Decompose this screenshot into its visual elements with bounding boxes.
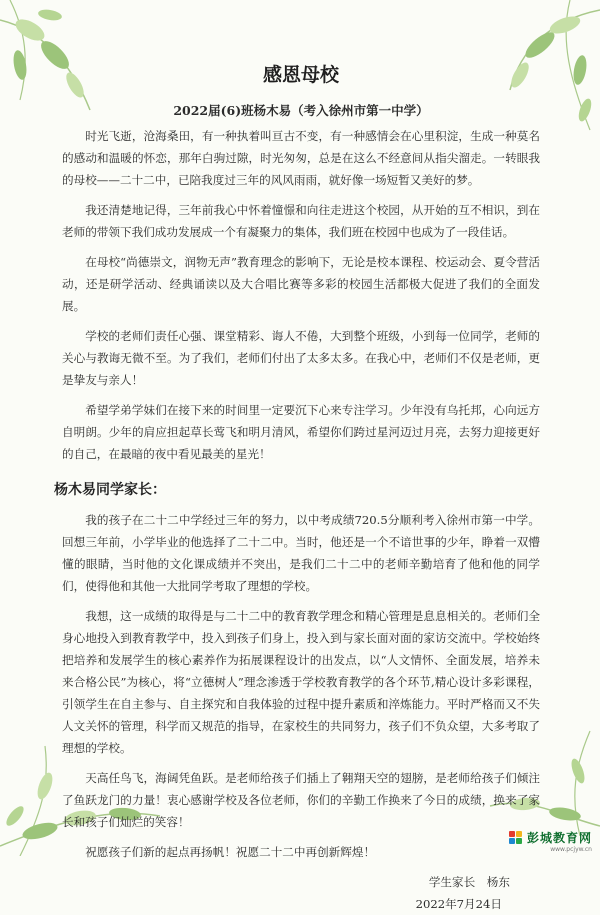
parent-paragraph: 我的孩子在二十二中学经过三年的努力，以中考成绩720.5分顺利考入徐州市第一中学。回想三年前，小学毕业的他选择了二十二中。当时，他还是一个不谙世事的少年，睁着一双懵懂的眼睛，当时他的文化课成绩并不突出，是我们二十二中的老师辛勤培育了他和他的同学们，使得他和其他一大批同学考取了理想的学校。	[62, 513, 540, 593]
letter-paragraph: 我还清楚地记得，三年前我心中怀着憧憬和向往走进这个校园，从开始的互不相识，到在老师的带领下我们成功发展成一个有凝聚力的集体，我们班在校园中也成为了一段佳话。	[62, 203, 540, 239]
logo-icon	[509, 831, 523, 845]
letter-paragraph: 希望学弟学妹们在接下来的时间里一定要沉下心来专注学习。少年没有乌托邦，心向远方自明朗。少年的肩应担起草长莺飞和明月清风，希望你们跨过星河迈过月亮，去努力迎接更好的自己，在最暗的夜中看见最美的星光！	[62, 403, 540, 461]
watermark-logo	[509, 829, 592, 853]
parent-paragraph: 我想，这一成绩的取得是与二十二中的教育教学理念和精心管理是息息相关的。老师们全身心地投入到教育教学中，投入到孩子们身上，投入到与家长面对面的家访交流中。学校始终把培养和发展学生的核心素养作为拓展课程设计的出发点，以“人文情怀、全面发展，培养未来合格公民”为核心，将“立德树人”理念渗透于学校教育教学的各个环节,精心设计多彩课程，引领学生在自主参与、自主探究和自我体验的过程中提升素质和淬炼能力。平时严格而又不失人文关怀的管理，科学而又规范的指导，在家校生的共同努力，孩子们不负众望，大多考取了理想的学校。	[62, 609, 540, 755]
parent-paragraph: 天高任鸟飞，海阔凭鱼跃。是老师给孩子们插上了翱翔天空的翅膀，是老师给孩子们倾注了鱼跃龙门的力量！衷心感谢学校及各位老师，你们的辛勤工作换来了今日的成绩，换来了家长和孩子们灿烂的笑容！	[62, 771, 540, 829]
letter-paragraph: 时光飞逝，沧海桑田，有一种执着叫亘古不变，有一种感情会在心里积淀，生成一种莫名的感动和温暖的怀恋，那年白驹过隙，时光匆匆，总是在这么不经意间从指尖溜走。一转眼我的母校——二十二中，已陪我度过三年的风风雨雨，就好像一场短暂又美好的梦。	[62, 129, 540, 187]
letter-paragraph: 在母校“尚德崇文，润物无声”教育理念的影响下，无论是校本课程、校运动会、夏令营活动，还是研学活动、经典诵读以及大合唱比赛等多彩的校园生活都极大促进了我们的全面发展。	[62, 255, 540, 313]
signature-date: 2022年7月24日	[415, 897, 502, 911]
page-subtitle: 2022届(6)班杨木易（考入徐州市第一中学）	[173, 103, 429, 118]
letter-content	[54, 60, 540, 915]
parent-section-heading: 杨木易同学家长：	[54, 482, 166, 498]
signature-block	[62, 871, 510, 915]
watermark-url: www.pcjyw.cn	[550, 846, 592, 853]
letter-paragraph: 学校的老师们责任心强、课堂精彩、诲人不倦，大到整个班级，小到每一位同学，老师的关心与教诲无微不至。为了我们，老师们付出了太多太多。在我心中，老师们不仅是老师，更是挚友与亲人！	[62, 329, 540, 387]
page-title: 感恩母校	[262, 64, 339, 86]
watermark-text: 彭城教育网	[526, 831, 592, 845]
parent-paragraph: 祝愿孩子们新的起点再扬帆！祝愿二十二中再创新辉煌！	[85, 845, 376, 859]
signature: 学生家长 杨东	[428, 875, 510, 889]
